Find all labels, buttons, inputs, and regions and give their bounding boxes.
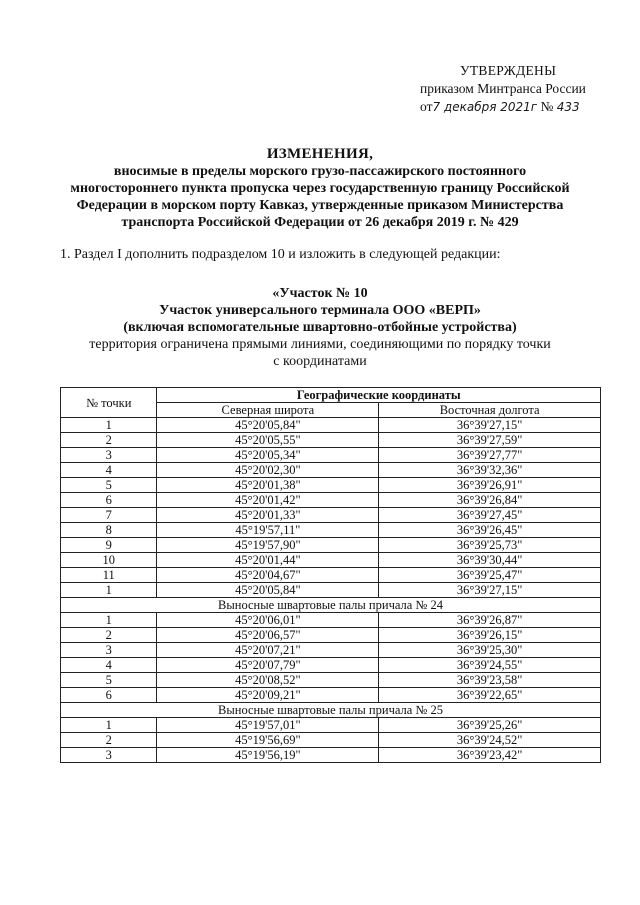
point-number-cell: 1 bbox=[61, 613, 157, 628]
table-row bbox=[61, 658, 601, 673]
table-row bbox=[61, 733, 601, 748]
number-prefix: № bbox=[540, 99, 554, 114]
col-lon-header: Восточная долгота bbox=[379, 403, 601, 418]
latitude-cell: 45°20'01,42" bbox=[157, 493, 379, 508]
longitude-cell: 36°39'25,73" bbox=[379, 538, 601, 553]
latitude-cell: 45°20'05,84" bbox=[157, 583, 379, 598]
group-title: Выносные швартовые палы причала № 25 bbox=[61, 703, 601, 718]
table-row bbox=[61, 643, 601, 658]
document-title: ИЗМЕНЕНИЯ, bbox=[266, 146, 374, 162]
longitude-cell: 36°39'23,58" bbox=[379, 673, 601, 688]
longitude-cell: 36°39'26,45" bbox=[379, 523, 601, 538]
description-line: с координатами bbox=[273, 354, 367, 369]
coordinates-table bbox=[60, 387, 601, 763]
document-subtitle bbox=[40, 163, 600, 231]
col-point-header: № точки bbox=[61, 388, 157, 418]
longitude-cell: 36°39'32,36" bbox=[379, 463, 601, 478]
table-row bbox=[61, 493, 601, 508]
longitude-cell: 36°39'30,44" bbox=[379, 553, 601, 568]
group-row bbox=[61, 598, 601, 613]
longitude-cell: 36°39'26,15" bbox=[379, 628, 601, 643]
approval-date-line bbox=[420, 98, 620, 116]
point-number-cell: 6 bbox=[61, 493, 157, 508]
point-number-cell: 3 bbox=[61, 748, 157, 763]
longitude-cell: 36°39'26,87" bbox=[379, 613, 601, 628]
latitude-cell: 45°20'06,57" bbox=[157, 628, 379, 643]
point-number-cell: 2 bbox=[61, 733, 157, 748]
group-title: Выносные швартовые палы причала № 24 bbox=[61, 598, 601, 613]
latitude-cell: 45°20'05,34" bbox=[157, 448, 379, 463]
table-row bbox=[61, 433, 601, 448]
handwritten-date: 7 декабря 2021г bbox=[432, 100, 538, 114]
table-row bbox=[61, 583, 601, 598]
subtitle-line: многостороннего пункта пропуска через государственную границу Российской bbox=[70, 181, 570, 196]
point-number-cell: 4 bbox=[61, 658, 157, 673]
point-number-cell: 4 bbox=[61, 463, 157, 478]
point-number-cell: 7 bbox=[61, 508, 157, 523]
latitude-cell: 45°20'01,44" bbox=[157, 553, 379, 568]
table-row bbox=[61, 538, 601, 553]
longitude-cell: 36°39'27,45" bbox=[379, 508, 601, 523]
point-number-cell: 9 bbox=[61, 538, 157, 553]
table-row bbox=[61, 613, 601, 628]
date-prefix: от bbox=[420, 99, 433, 114]
subtitle-line: транспорта Российской Федерации от 26 декабря 2019 г. № 429 bbox=[121, 215, 519, 230]
point-number-cell: 10 bbox=[61, 553, 157, 568]
latitude-cell: 45°20'07,79" bbox=[157, 658, 379, 673]
table-row bbox=[61, 718, 601, 733]
point-number-cell: 5 bbox=[61, 673, 157, 688]
point-number-cell: 3 bbox=[61, 448, 157, 463]
longitude-cell: 36°39'25,30" bbox=[379, 643, 601, 658]
point-number-cell: 6 bbox=[61, 688, 157, 703]
point-number-cell: 1 bbox=[61, 583, 157, 598]
latitude-cell: 45°19'56,69" bbox=[157, 733, 379, 748]
longitude-cell: 36°39'27,15" bbox=[379, 418, 601, 433]
point-number-cell: 2 bbox=[61, 433, 157, 448]
table-row bbox=[61, 523, 601, 538]
longitude-cell: 36°39'24,55" bbox=[379, 658, 601, 673]
table-row bbox=[61, 568, 601, 583]
latitude-cell: 45°20'04,67" bbox=[157, 568, 379, 583]
col-group-header: Географические координаты bbox=[157, 388, 601, 403]
latitude-cell: 45°19'57,01" bbox=[157, 718, 379, 733]
latitude-cell: 45°19'57,11" bbox=[157, 523, 379, 538]
section-name: Участок универсального терминала ООО «ВЕРП» bbox=[159, 303, 481, 318]
table-row bbox=[61, 553, 601, 568]
table-row bbox=[61, 463, 601, 478]
latitude-cell: 45°20'06,01" bbox=[157, 613, 379, 628]
table-body-berth24 bbox=[61, 598, 601, 703]
table-row bbox=[61, 748, 601, 763]
longitude-cell: 36°39'27,77" bbox=[379, 448, 601, 463]
section-note: (включая вспомогательные швартовно-отбойные устройства) bbox=[123, 320, 517, 335]
latitude-cell: 45°20'09,21" bbox=[157, 688, 379, 703]
table-row bbox=[61, 448, 601, 463]
latitude-cell: 45°20'01,38" bbox=[157, 478, 379, 493]
group-row bbox=[61, 703, 601, 718]
longitude-cell: 36°39'24,52" bbox=[379, 733, 601, 748]
table-row bbox=[61, 418, 601, 433]
longitude-cell: 36°39'25,47" bbox=[379, 568, 601, 583]
latitude-cell: 45°20'05,84" bbox=[157, 418, 379, 433]
longitude-cell: 36°39'22,65" bbox=[379, 688, 601, 703]
approval-block bbox=[420, 62, 620, 116]
table-body-main bbox=[61, 418, 601, 598]
table-row bbox=[61, 673, 601, 688]
longitude-cell: 36°39'26,84" bbox=[379, 493, 601, 508]
point-number-cell: 5 bbox=[61, 478, 157, 493]
description-line: территория ограничена прямыми линиями, соединяющими по порядку точки bbox=[89, 337, 551, 352]
longitude-cell: 36°39'27,15" bbox=[379, 583, 601, 598]
table-row bbox=[61, 628, 601, 643]
subtitle-line: вносимые в пределы морского грузо-пассажирского постоянного bbox=[113, 164, 527, 179]
point-number-cell: 8 bbox=[61, 523, 157, 538]
latitude-cell: 45°19'56,19" bbox=[157, 748, 379, 763]
longitude-cell: 36°39'23,42" bbox=[379, 748, 601, 763]
longitude-cell: 36°39'26,91" bbox=[379, 478, 601, 493]
handwritten-number: 433 bbox=[556, 100, 580, 114]
latitude-cell: 45°20'07,21" bbox=[157, 643, 379, 658]
approval-title: УТВЕРЖДЕНЫ bbox=[460, 63, 557, 78]
section-description bbox=[40, 336, 600, 370]
latitude-cell: 45°19'57,90" bbox=[157, 538, 379, 553]
subtitle-line: Федерации в морском порту Кавказ, утвержденные приказом Министерства bbox=[76, 198, 564, 213]
point-number-cell: 1 bbox=[61, 718, 157, 733]
table-row bbox=[61, 688, 601, 703]
table-row bbox=[61, 478, 601, 493]
col-lat-header: Северная широта bbox=[157, 403, 379, 418]
table-body-berth25 bbox=[61, 703, 601, 763]
point-number-cell: 1 bbox=[61, 418, 157, 433]
point-number-cell: 2 bbox=[61, 628, 157, 643]
latitude-cell: 45°20'05,55" bbox=[157, 433, 379, 448]
point-number-cell: 3 bbox=[61, 643, 157, 658]
latitude-cell: 45°20'02,30" bbox=[157, 463, 379, 478]
latitude-cell: 45°20'08,52" bbox=[157, 673, 379, 688]
table-row bbox=[61, 508, 601, 523]
longitude-cell: 36°39'25,26" bbox=[379, 718, 601, 733]
latitude-cell: 45°20'01,33" bbox=[157, 508, 379, 523]
approval-order: приказом Минтранса России bbox=[420, 81, 586, 96]
section-heading: «Участок № 10 bbox=[272, 286, 368, 301]
point-number-cell: 11 bbox=[61, 568, 157, 583]
paragraph-1: 1. Раздел I дополнить подразделом 10 и изложить в следующей редакции: bbox=[60, 247, 501, 262]
longitude-cell: 36°39'27,59" bbox=[379, 433, 601, 448]
